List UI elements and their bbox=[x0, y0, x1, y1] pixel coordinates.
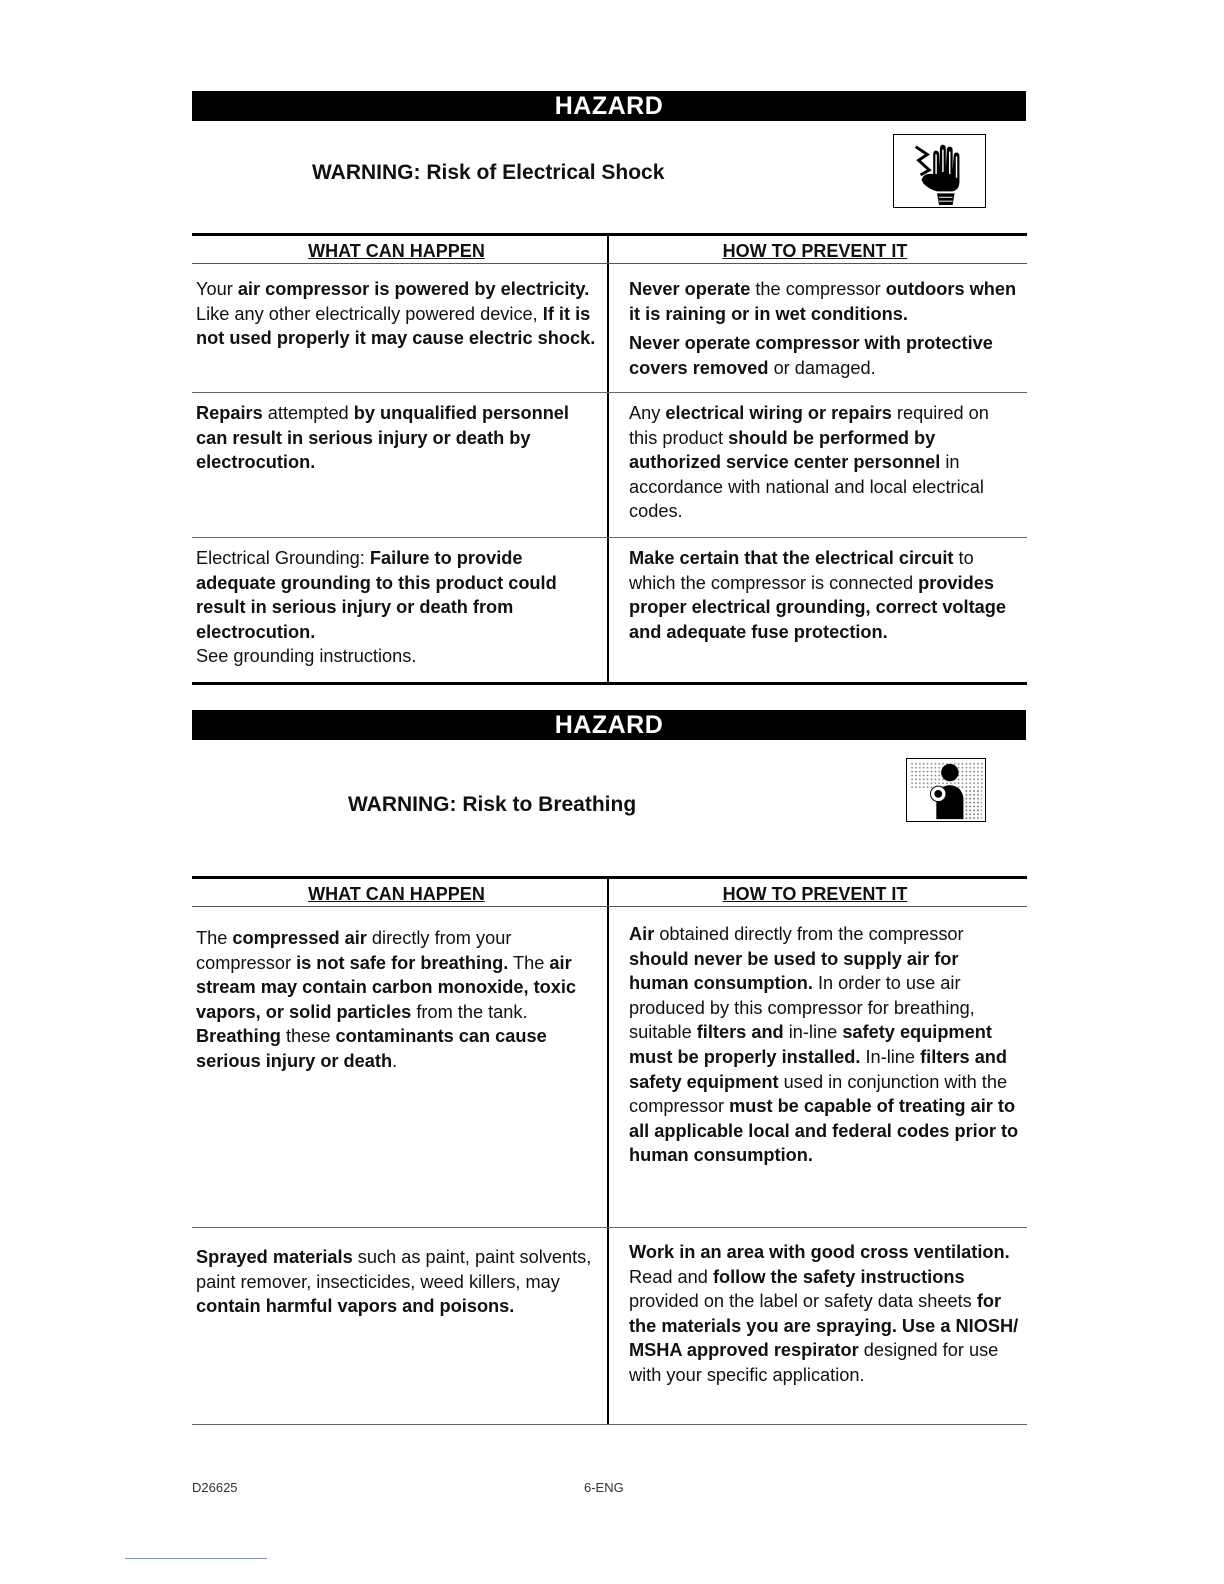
hazard-description: Sprayed materials such as paint, paint solvents, paint remover, insecticides, weed killers, may contain harmful vapors and poisons. bbox=[192, 1228, 609, 1424]
page-number: 6-ENG bbox=[584, 1480, 624, 1495]
warning-title-electrical: WARNING: Risk of Electrical Shock bbox=[312, 161, 665, 184]
prevention-description: Work in an area with good cross ventilation. Read and follow the safety instructions provided on the label or safety data sheets for the materials you are spraying. Use a NIOSH/ MSHA approved respirator designed for use with your specific application. bbox=[629, 1242, 1019, 1385]
table-row bbox=[192, 1228, 1027, 1424]
hazard-description: Electrical Grounding: Failure to provide adequate grounding to this product could result in serious injury or death from electrocution. See grounding instructions. bbox=[192, 538, 609, 682]
column-header-what-can-happen: WHAT CAN HAPPEN bbox=[192, 236, 609, 263]
table-header bbox=[192, 236, 1027, 264]
breathing-hazard-icon bbox=[906, 758, 986, 822]
prevention-description: Any electrical wiring or repairs required on this product should be performed by authorized service center personnel in accordance with national and local electrical codes. bbox=[629, 403, 989, 522]
hazard-description: The compressed air directly from your compressor is not safe for breathing. The air stream may contain carbon monoxide, toxic vapors, or solid particles from the tank. Breathing these contaminants can cause serious injury or death. bbox=[192, 907, 609, 1227]
table-row bbox=[192, 393, 1027, 538]
table-row bbox=[192, 264, 1027, 393]
prevention-description: Make certain that the electrical circuit to which the compressor is connected provides proper electrical grounding, correct voltage and adequate fuse protection. bbox=[629, 548, 1006, 642]
table-row bbox=[192, 538, 1027, 682]
column-header-how-to-prevent: HOW TO PREVENT IT bbox=[722, 884, 908, 904]
bottom-divider bbox=[125, 1558, 267, 1559]
document-code: D26625 bbox=[192, 1480, 238, 1495]
warning-title-breathing: WARNING: Risk to Breathing bbox=[348, 793, 637, 816]
column-header-how-to-prevent: HOW TO PREVENT IT bbox=[722, 241, 908, 261]
electrical-hazard-table bbox=[192, 233, 1027, 685]
hazard-description: Repairs attempted by unqualified personnel can result in serious injury or death by electrocution. bbox=[192, 393, 609, 537]
prevention-description: Never operate the compressor outdoors when it is raining or in wet conditions. Never operate compressor with protective covers removed or damaged. bbox=[629, 279, 1017, 378]
hazard-banner-breathing: HAZARD bbox=[192, 710, 1026, 740]
hazard-description: Your air compressor is powered by electricity. Like any other electrically powered device, If it is not used properly it may cause electric shock. bbox=[192, 264, 609, 392]
electric-shock-hand-icon bbox=[893, 134, 986, 208]
table-row bbox=[192, 907, 1027, 1228]
prevention-description: Air obtained directly from the compressor should never be used to supply air for human consumption. In order to use air produced by this compressor for breathing, suitable filters and in-line safety equipment must be properly installed. In-line filters and safety equipment used in conjunction with the compressor must be capable of treating air to all applicable local and federal codes prior to human consumption. bbox=[629, 924, 1019, 1166]
column-header-what-can-happen: WHAT CAN HAPPEN bbox=[192, 879, 609, 906]
hazard-banner-electrical: HAZARD bbox=[192, 91, 1026, 121]
table-header bbox=[192, 879, 1027, 907]
breathing-hazard-table bbox=[192, 876, 1027, 1425]
